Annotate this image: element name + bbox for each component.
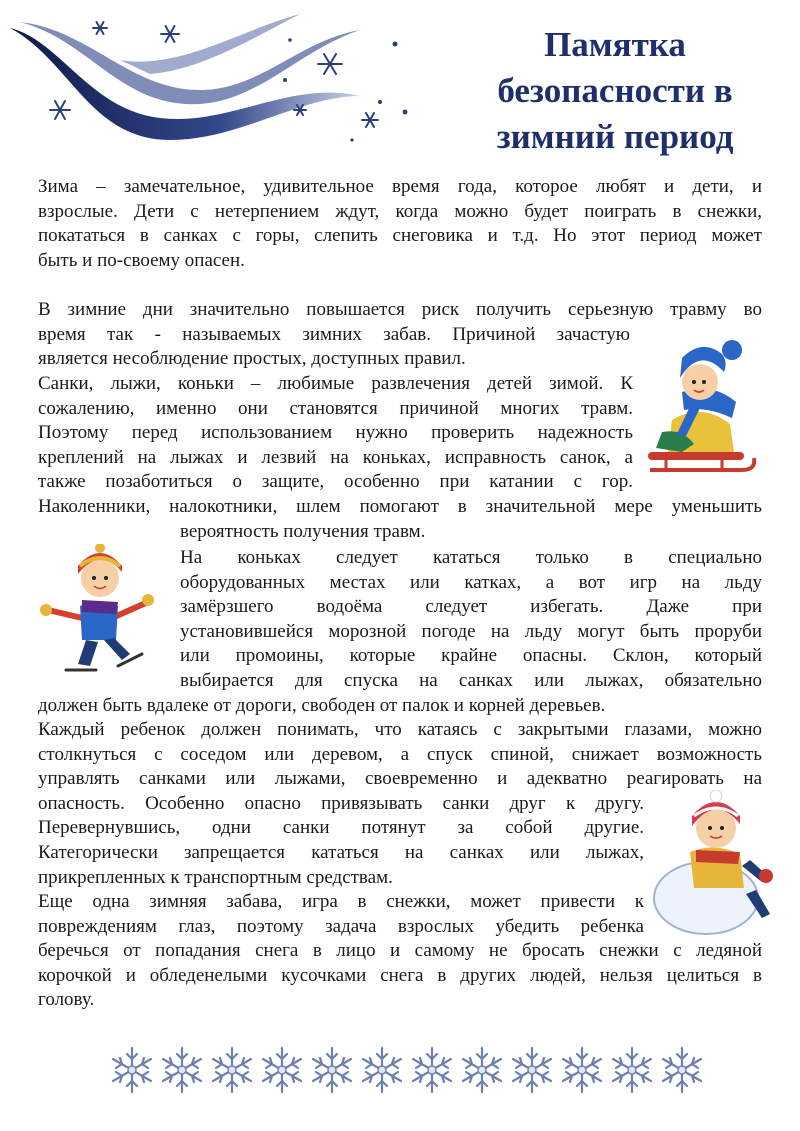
text-line: Санки, лыжи, коньки – любимые развлечения детей зимой. К [38, 373, 633, 394]
text-line: вероятность получения травм. [180, 520, 426, 542]
text-line: столкнуться с соседом или деревом, а спуск спиной, снижает возможность [38, 743, 762, 765]
intro-paragraph [38, 175, 762, 273]
text-line: быть и по-своему опасен. [38, 249, 245, 271]
text-line: Перевернувшись, одни санки потянут за собой другие. [38, 817, 644, 839]
text-line: Поэтому перед использованием нужно проверить надежность [38, 422, 633, 444]
text-line: Категорически запрещается кататься на санках или лыжах, [38, 841, 644, 863]
text-line: управлять санками или лыжами, своевременно и адекватно реагировать на [38, 768, 762, 790]
text-line: Наколенники, налокотники, шлем помогают в значительной мере уменьшить [38, 495, 762, 517]
text-line: покататься в санках с горы, слепить снеговика и т.д. Но этот период может [38, 225, 762, 247]
snowflake-swoosh-icon [0, 0, 420, 170]
text-line: или промоины, которые крайне опасны. Склон, который [180, 645, 762, 667]
child-on-sled-icon [642, 332, 762, 482]
child-skating-icon [38, 544, 168, 686]
child-snowball-icon [650, 790, 778, 936]
text-line: беречься от попадания снега в лицо и самому не бросать снежки с ледяной [38, 940, 762, 962]
title-line: Памятка [544, 25, 686, 64]
text-line: корочкой и обледенелыми кусочками снега в других людей, нельзя целиться в [38, 964, 762, 986]
text-line: прикрепленных к транспортным средствам. [38, 866, 393, 888]
text-line: повреждениям глаз, поэтому задача взрослых убедить ребенка [38, 915, 644, 937]
text-line: На коньках следует кататься только в специально [180, 547, 762, 568]
text-line: голову. [38, 989, 95, 1011]
text-line: установившейся морозной погоде на льду могут быть проруби [180, 620, 762, 642]
snowflake-border-icon [108, 1040, 712, 1100]
text-line: замёрзшего водоёма следует избегать. Даже при [180, 596, 762, 618]
text-line: В зимние дни значительно повышается риск получить серьезную травму во [38, 299, 762, 320]
title-line: зимний период [496, 117, 734, 156]
text-line: является несоблюдение простых, доступных правил. [38, 348, 466, 370]
text-line: время так - называемых зимних забав. Причиной зачастую [38, 323, 630, 345]
title-line: безопасности в [497, 71, 733, 110]
text-line: выбирается для спуска на санках или лыжах, обязательно [180, 669, 762, 691]
text-line: взрослые. Дети с нетерпением ждут, когда можно будет поиграть в снежки, [38, 200, 762, 222]
text-line: Зима – замечательное, удивительное время года, которое любят и дети, и [38, 176, 762, 197]
text-line: креплений на лыжах и лезвий на коньках, исправность санок, а [38, 446, 633, 468]
text-line: должен быть вдалеке от дороги, свободен от палок и корней деревьев. [38, 694, 606, 716]
page-title [450, 22, 780, 160]
text-line: также позаботиться о защите, особенно при катании с гор. [38, 471, 633, 493]
text-line: Каждый ребенок должен понимать, что катаясь с закрытыми глазами, можно [38, 719, 762, 740]
text-line: опасность. Особенно опасно привязывать санки друг к другу. [38, 792, 644, 814]
text-line: Еще одна зимняя забава, игра в снежки, может привести к [38, 891, 644, 912]
text-line: сожалению, именно они становятся причиной многих травм. [38, 397, 633, 419]
text-line: оборудованных местах или катках, а вот игр на льду [180, 571, 762, 593]
